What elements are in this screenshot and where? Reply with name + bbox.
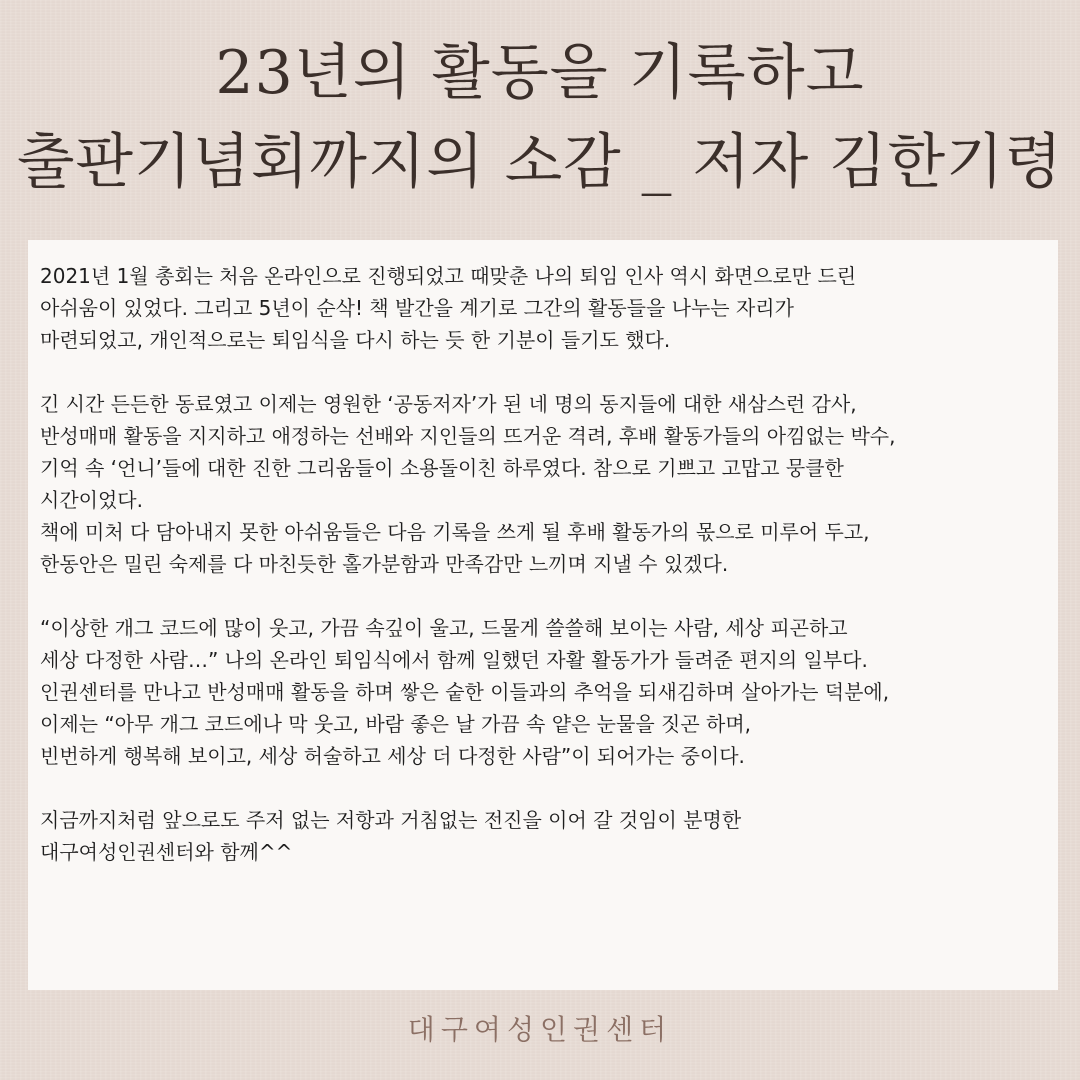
paragraph-gap xyxy=(40,772,1046,804)
text-line: 시간이었다. xyxy=(40,488,143,512)
text-line: 책에 미처 다 담아내지 못한 아쉬움들은 다음 기록을 쓰게 될 후배 활동가의 몫으로 미루어 두고, xyxy=(40,520,870,544)
title-line-1: 23년의 활동을 기록하고 xyxy=(215,38,865,108)
text-line: 인권센터를 만나고 반성매매 활동을 하며 쌓은 숱한 이들과의 추억을 되새김하며 살아가는 덕분에, xyxy=(40,680,890,704)
text-line: 긴 시간 든든한 동료였고 이제는 영원한 ‘공동저자’가 된 네 명의 동지들에 대한 새삼스런 감사, xyxy=(40,392,857,416)
text-line: 빈번하게 행복해 보이고, 세상 허술하고 세상 더 다정한 사람”이 되어가는 중이다. xyxy=(40,744,745,768)
text-line: 마련되었고, 개인적으로는 퇴임식을 다시 하는 듯 한 기분이 들기도 했다. xyxy=(40,328,671,352)
text-line: 대구여성인권센터와 함께^^ xyxy=(40,840,293,864)
text-line: 2021년 1월 총회는 처음 온라인으로 진행되었고 때맞춘 나의 퇴임 인사 역시 화면으로만 드린 xyxy=(40,264,857,288)
content-card xyxy=(28,240,1058,990)
paragraph-2 xyxy=(40,388,1046,580)
paragraph-4 xyxy=(40,804,1046,868)
organization-footer: 대구여성인권센터 xyxy=(407,1013,673,1046)
paragraph-1 xyxy=(40,260,1046,356)
page-title xyxy=(0,28,1080,208)
text-line: 반성매매 활동을 지지하고 애정하는 선배와 지인들의 뜨거운 격려, 후배 활동가들의 아낌없는 박수, xyxy=(40,424,896,448)
text-line: 아쉬움이 있었다. 그리고 5년이 순삭! 책 발간을 계기로 그간의 활동들을 나누는 자리가 xyxy=(40,296,794,320)
paragraph-gap xyxy=(40,356,1046,388)
paragraph-3 xyxy=(40,612,1046,772)
text-line: 한동안은 밀린 숙제를 다 마친듯한 홀가분함과 만족감만 느끼며 지낼 수 있겠다. xyxy=(40,552,729,576)
text-line: 지금까지처럼 앞으로도 주저 없는 저항과 거침없는 전진을 이어 갈 것임이 분명한 xyxy=(40,808,742,832)
paragraph-gap xyxy=(40,580,1046,612)
text-line: 이제는 “아무 개그 코드에나 막 웃고, 바람 좋은 날 가끔 속 얕은 눈물을 짓곤 하며, xyxy=(40,712,751,736)
text-line: 기억 속 ‘언니’들에 대한 진한 그리움들이 소용돌이친 하루였다. 참으로 기쁘고 고맙고 뭉클한 xyxy=(40,456,844,480)
title-line-2: 출판기념회까지의 소감 _ 저자 김한기령 xyxy=(16,128,1064,197)
text-line: 세상 다정한 사람…” 나의 온라인 퇴임식에서 함께 일했던 자활 활동가가 들려준 편지의 일부다. xyxy=(40,648,868,672)
text-line: “이상한 개그 코드에 많이 웃고, 가끔 속깊이 울고, 드물게 쓸쓸해 보이는 사람, 세상 피곤하고 xyxy=(40,616,848,640)
